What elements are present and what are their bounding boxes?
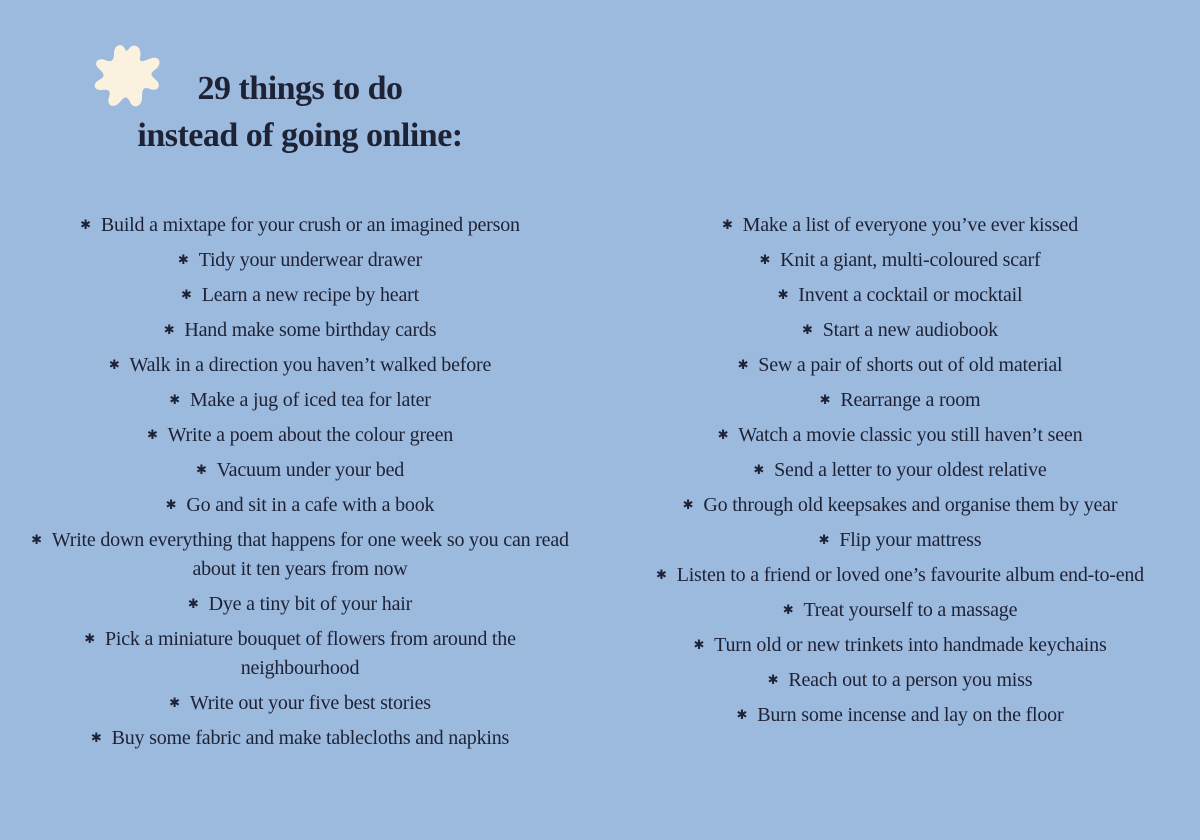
list-item-text: Pick a miniature bouquet of flowers from around the neighbourhood: [104, 628, 516, 679]
list-item-text: Send a letter to your oldest relative: [774, 459, 1047, 481]
list-item-text: Knit a giant, multi-coloured scarf: [780, 249, 1041, 271]
list-item-text: Sew a pair of shorts out of old material: [758, 354, 1063, 376]
list-item: [30, 455, 570, 485]
list-item-text: Turn old or new trinkets into handmade keychains: [714, 634, 1107, 656]
list-item-text: Write down everything that happens for one week so you can read about it ten years from now: [51, 529, 569, 580]
list-item-text: Walk in a direction you haven’t walked before: [129, 354, 492, 376]
list-item-text: Treat yourself to a massage: [803, 599, 1018, 621]
list-item: [30, 624, 570, 683]
list-item-text: Buy some fabric and make tablecloths and napkins: [111, 727, 510, 749]
asterisk-icon: ✱: [187, 596, 199, 611]
list-item: [630, 455, 1170, 485]
list-item: [30, 420, 570, 450]
asterisk-icon: ✱: [80, 217, 91, 232]
list-item-text: Build a mixtape for your crush or an imagined person: [100, 214, 520, 236]
list-item: [30, 210, 570, 240]
list-item: [630, 315, 1170, 345]
asterisk-icon: ✱: [721, 217, 733, 232]
list-item-text: Listen to a friend or loved one’s favourite album end-to-end: [676, 564, 1144, 586]
list-item: [30, 315, 570, 345]
list-item-text: Flip your mattress: [839, 529, 982, 551]
asterisk-icon: ✱: [777, 287, 789, 302]
asterisk-icon: ✱: [753, 462, 765, 477]
list-item: [630, 595, 1170, 625]
asterisk-icon: ✱: [819, 392, 831, 407]
page-title: [0, 66, 600, 160]
asterisk-icon: ✱: [655, 567, 667, 582]
list-item-text: Tidy your underwear drawer: [198, 249, 423, 271]
title-line-1: 29 things to do: [197, 70, 403, 107]
asterisk-icon: ✱: [146, 427, 158, 442]
list-item-text: Go through old keepsakes and organise them by year: [703, 494, 1118, 516]
list-item: [630, 630, 1170, 660]
list-item: [630, 665, 1170, 695]
asterisk-icon: ✱: [163, 322, 175, 337]
asterisk-icon: ✱: [31, 532, 42, 547]
list-item: [30, 723, 570, 753]
list-item: [630, 560, 1170, 590]
list-item-text: Rearrange a room: [840, 389, 981, 411]
list-item-text: Invent a cocktail or mocktail: [798, 284, 1023, 306]
list-item-text: Watch a movie classic you still haven’t seen: [738, 424, 1083, 446]
list-item-text: Learn a new recipe by heart: [201, 284, 419, 306]
list-item: [30, 245, 570, 275]
asterisk-icon: ✱: [737, 357, 749, 372]
asterisk-icon: ✱: [767, 672, 779, 687]
list-item: [630, 525, 1170, 555]
list-item: [30, 385, 570, 415]
list-item: [630, 210, 1170, 240]
list-item: [30, 688, 570, 718]
list-item-text: Write out your five best stories: [189, 692, 431, 714]
list-item: [630, 245, 1170, 275]
list-item: [630, 490, 1170, 520]
list-item: [30, 280, 570, 310]
asterisk-icon: ✱: [782, 602, 794, 617]
list-item-text: Write a poem about the colour green: [167, 424, 454, 446]
asterisk-icon: ✱: [736, 707, 748, 722]
list-item-text: Start a new audiobook: [822, 319, 998, 341]
list-item-text: Make a list of everyone you’ve ever kissed: [742, 214, 1079, 236]
list-item: [630, 280, 1170, 310]
list-item: [630, 700, 1170, 730]
list-item: [30, 589, 570, 619]
list-item-text: Vacuum under your bed: [216, 459, 405, 481]
list-item: [30, 525, 570, 584]
list-item-text: Burn some incense and lay on the floor: [757, 704, 1064, 726]
asterisk-icon: ✱: [682, 497, 694, 512]
list-item: [30, 350, 570, 380]
asterisk-icon: ✱: [717, 427, 729, 442]
list-item-text: Go and sit in a cafe with a book: [186, 494, 435, 516]
asterisk-icon: ✱: [177, 252, 189, 267]
list-item: [630, 420, 1170, 450]
asterisk-icon: ✱: [181, 287, 192, 302]
asterisk-icon: ✱: [90, 730, 102, 745]
right-list: [630, 210, 1170, 735]
asterisk-icon: ✱: [693, 637, 705, 652]
asterisk-icon: ✱: [195, 462, 207, 477]
list-item: [630, 350, 1170, 380]
asterisk-icon: ✱: [169, 392, 180, 407]
left-list: [30, 210, 570, 758]
asterisk-icon: ✱: [818, 532, 830, 547]
asterisk-icon: ✱: [802, 322, 813, 337]
list-item-text: Make a jug of iced tea for later: [190, 389, 431, 411]
asterisk-icon: ✱: [165, 497, 177, 512]
asterisk-icon: ✱: [84, 631, 95, 646]
list-item-text: Dye a tiny bit of your hair: [208, 593, 413, 615]
list-item-text: Reach out to a person you miss: [788, 669, 1033, 691]
list-item: [630, 385, 1170, 415]
title-line-2: instead of going online:: [137, 117, 463, 154]
asterisk-icon: ✱: [108, 357, 120, 372]
asterisk-icon: ✱: [759, 252, 771, 267]
list-item: [30, 490, 570, 520]
asterisk-icon: ✱: [169, 695, 180, 710]
list-item-text: Hand make some birthday cards: [184, 319, 437, 341]
